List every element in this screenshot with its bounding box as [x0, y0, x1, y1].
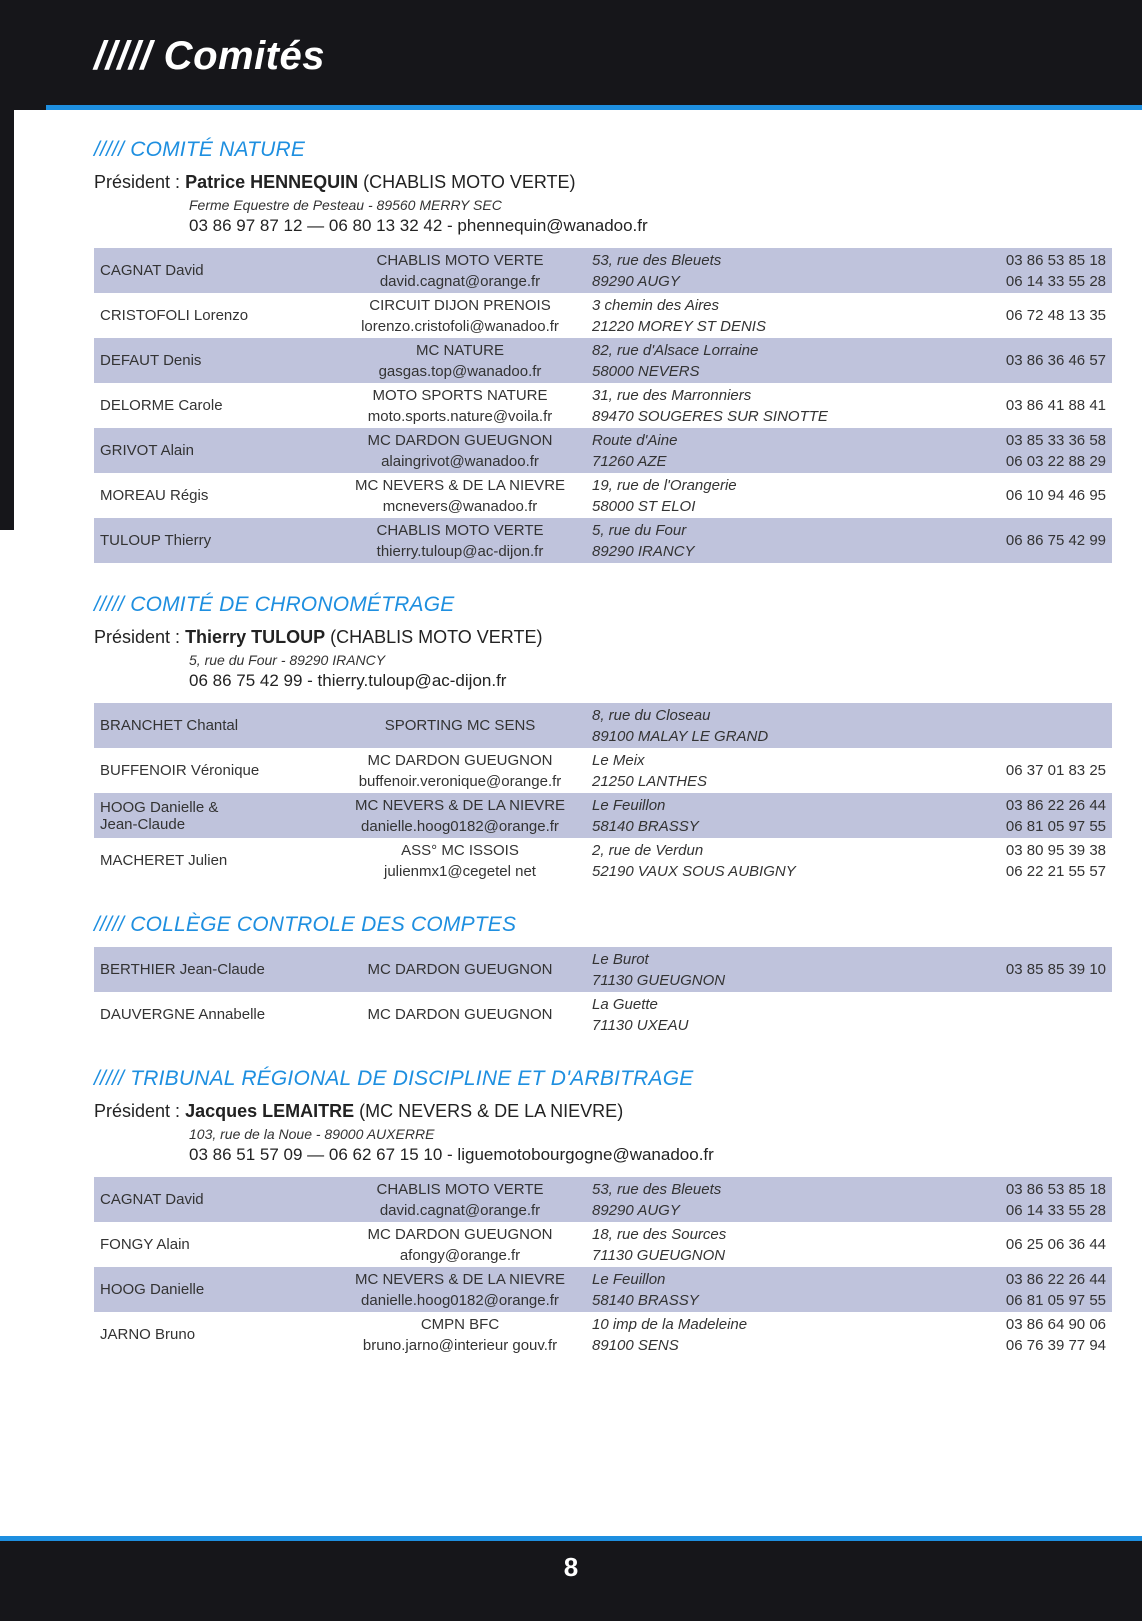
- left-accent-bar: [0, 100, 14, 530]
- member-address-line1: La Guette: [592, 995, 658, 1013]
- member-phone-cell: [898, 473, 1112, 518]
- member-phone1: 03 86 41 88 41: [1005, 397, 1106, 414]
- member-phone-cell: [898, 383, 1112, 428]
- president-block: [94, 627, 1112, 691]
- member-club: MC NEVERS & DE LA NIEVRE: [354, 796, 566, 814]
- table-row: [94, 1312, 1112, 1357]
- member-name: JARNO Bruno: [100, 1326, 196, 1343]
- member-address-line2: 89100 SENS: [592, 1336, 679, 1354]
- member-email: julienmx1@cegetel net: [384, 862, 536, 880]
- member-club-cell: [334, 1177, 586, 1222]
- member-phone-cell: [898, 1267, 1112, 1312]
- member-phone2: 06 81 05 97 55: [1005, 817, 1106, 835]
- table-row: [94, 338, 1112, 383]
- section-comite-nature: [94, 138, 1112, 563]
- member-address-line2: 89290 AUGY: [592, 272, 680, 290]
- member-phone1: 06 72 48 13 35: [1005, 307, 1106, 324]
- table-row: [94, 992, 1112, 1037]
- section-heading: ///// TRIBUNAL RÉGIONAL DE DISCIPLINE ET D'ARBITRAGE: [94, 1067, 694, 1090]
- member-name: MOREAU Régis: [100, 487, 209, 504]
- president-prefix: Président :: [94, 172, 181, 192]
- member-email: lorenzo.cristofoli@wanadoo.fr: [361, 317, 559, 335]
- member-club: MC DARDON GUEUGNON: [367, 1225, 553, 1243]
- member-club: MC NEVERS & DE LA NIEVRE: [354, 476, 566, 494]
- content: [94, 138, 1112, 1387]
- member-phone1: 03 86 53 85 18: [1005, 1180, 1106, 1198]
- table-row: [94, 428, 1112, 473]
- member-club-cell: [334, 293, 586, 338]
- president-club: (CHABLIS MOTO VERTE): [330, 627, 543, 647]
- president-club: (CHABLIS MOTO VERTE): [363, 172, 576, 192]
- section-tribunal-regional: [94, 1067, 1112, 1357]
- member-address-line2: 21220 MOREY ST DENIS: [592, 317, 766, 335]
- member-club-cell: [334, 748, 586, 793]
- table-row: [94, 293, 1112, 338]
- member-club-cell: [334, 473, 586, 518]
- member-address-cell: [586, 838, 898, 883]
- member-club: MC DARDON GUEUGNON: [367, 751, 553, 769]
- member-address-cell: [586, 748, 898, 793]
- section-comite-chronometrage: [94, 593, 1112, 883]
- page-number: 8: [563, 1552, 579, 1582]
- member-club: CHABLIS MOTO VERTE: [376, 521, 544, 539]
- member-phone1: 03 85 85 39 10: [1005, 961, 1106, 978]
- member-phone-cell: [898, 947, 1112, 992]
- member-address-cell: [586, 992, 898, 1037]
- member-address-line1: 18, rue des Sources: [592, 1225, 727, 1243]
- member-club-cell: [334, 947, 586, 992]
- member-club: CIRCUIT DIJON PRENOIS: [369, 296, 551, 314]
- member-phone1: 03 85 33 36 58: [1005, 431, 1106, 449]
- member-phone-cell: [898, 1222, 1112, 1267]
- member-address-line2: 58140 BRASSY: [592, 817, 699, 835]
- table-row: [94, 1177, 1112, 1222]
- section-college-controle-comptes: [94, 913, 1112, 1037]
- member-address-line2: 71130 GUEUGNON: [592, 971, 726, 989]
- member-address-line2: 71130 UXEAU: [592, 1016, 689, 1034]
- table-row: [94, 473, 1112, 518]
- member-name: CRISTOFOLI Lorenzo: [100, 307, 249, 324]
- member-phone-cell: [898, 793, 1112, 838]
- member-address-cell: [586, 1177, 898, 1222]
- member-email: gasgas.top@wanadoo.fr: [378, 362, 542, 380]
- member-address-cell: [586, 248, 898, 293]
- member-name: CAGNAT David: [100, 262, 204, 279]
- member-email: david.cagnat@orange.fr: [379, 272, 541, 290]
- member-email: danielle.hoog0182@orange.fr: [361, 817, 559, 835]
- president-contact: 03 86 51 57 09 — 06 62 67 15 10 - liguemotobourgogne@wanadoo.fr: [189, 1145, 714, 1164]
- member-club-cell: [334, 518, 586, 563]
- president-name: Thierry TULOUP: [185, 627, 326, 647]
- member-address-line1: 8, rue du Closeau: [592, 706, 711, 724]
- member-address-line2: 21250 LANTHES: [592, 772, 708, 790]
- member-phone-cell: [898, 838, 1112, 883]
- president-line: [94, 1101, 1112, 1122]
- member-club: MC NATURE: [415, 341, 505, 359]
- member-email: alaingrivot@wanadoo.fr: [381, 452, 539, 470]
- table-row: [94, 838, 1112, 883]
- president-line: [94, 627, 1112, 648]
- member-name: DELORME Carole: [100, 397, 223, 414]
- member-club-cell: [334, 1312, 586, 1357]
- president-block: [94, 172, 1112, 236]
- president-club: (MC NEVERS & DE LA NIEVRE): [359, 1101, 624, 1121]
- member-phone2: 06 76 39 77 94: [1005, 1336, 1106, 1354]
- member-name: BUFFENOIR Véronique: [100, 762, 260, 779]
- member-name: DEFAUT Denis: [100, 352, 202, 369]
- president-name: Patrice HENNEQUIN: [185, 172, 359, 192]
- member-phone-cell: [898, 248, 1112, 293]
- member-address-line1: Le Burot: [592, 950, 649, 968]
- president-prefix: Président :: [94, 1101, 181, 1121]
- member-email: david.cagnat@orange.fr: [379, 1201, 541, 1219]
- member-phone-cell: [898, 518, 1112, 563]
- member-email: buffenoir.veronique@orange.fr: [358, 772, 562, 790]
- table-row: [94, 748, 1112, 793]
- member-phone2: 06 14 33 55 28: [1005, 1201, 1106, 1219]
- member-address-cell: [586, 947, 898, 992]
- member-email: bruno.jarno@interieur gouv.fr: [362, 1336, 558, 1354]
- member-club: CHABLIS MOTO VERTE: [376, 251, 544, 269]
- member-club-cell: [334, 1267, 586, 1312]
- member-address-line1: 19, rue de l'Orangerie: [592, 476, 737, 494]
- member-club: MC DARDON GUEUGNON: [367, 961, 553, 978]
- member-email: danielle.hoog0182@orange.fr: [361, 1291, 559, 1309]
- member-name-line2: Jean-Claude: [100, 815, 186, 833]
- members-table: [94, 947, 1112, 1037]
- member-club: CMPN BFC: [420, 1315, 500, 1333]
- member-phone1: 03 86 53 85 18: [1005, 251, 1106, 269]
- member-phone-cell: [898, 428, 1112, 473]
- member-address-line2: 52190 VAUX SOUS AUBIGNY: [592, 862, 796, 880]
- member-phone1: 06 86 75 42 99: [1005, 532, 1106, 549]
- member-address-cell: [586, 338, 898, 383]
- member-email: afongy@orange.fr: [399, 1246, 521, 1264]
- member-club-cell: [334, 703, 586, 748]
- member-address-cell: [586, 518, 898, 563]
- member-club-cell: [334, 793, 586, 838]
- member-name-cell: [94, 793, 334, 838]
- president-address: 5, rue du Four - 89290 IRANCY: [189, 652, 386, 668]
- member-address-cell: [586, 703, 898, 748]
- member-phone2: 06 03 22 88 29: [1005, 452, 1106, 470]
- table-row: [94, 383, 1112, 428]
- member-phone1: 06 10 94 46 95: [1005, 487, 1106, 504]
- member-phone1: 03 86 36 46 57: [1005, 352, 1106, 369]
- member-club-cell: [334, 383, 586, 428]
- member-address-line1: Le Meix: [592, 751, 645, 769]
- member-phone1: 03 86 22 26 44: [1005, 796, 1106, 814]
- member-phone1: 03 80 95 39 38: [1005, 841, 1106, 859]
- member-address-line1: 5, rue du Four: [592, 521, 687, 539]
- member-address-line2: 89290 AUGY: [592, 1201, 680, 1219]
- member-phone-cell: [898, 293, 1112, 338]
- member-address-cell: [586, 428, 898, 473]
- member-name: HOOG Danielle &: [100, 798, 219, 816]
- member-email: thierry.tuloup@ac-dijon.fr: [376, 542, 544, 560]
- member-phone-cell: [898, 703, 1112, 748]
- table-row: [94, 947, 1112, 992]
- member-address-cell: [586, 1312, 898, 1357]
- member-address-line2: 71260 AZE: [592, 452, 667, 470]
- member-address-line1: 10 imp de la Madeleine: [592, 1315, 748, 1333]
- member-email: mcnevers@wanadoo.fr: [382, 497, 538, 515]
- member-phone1: 06 37 01 83 25: [1005, 762, 1106, 779]
- president-line: [94, 172, 1112, 193]
- page-title: ///// Comités: [94, 34, 325, 78]
- member-club-cell: [334, 1222, 586, 1267]
- member-name: FONGY Alain: [100, 1236, 190, 1253]
- member-phone2: 06 81 05 97 55: [1005, 1291, 1106, 1309]
- section-heading: ///// COMITÉ DE CHRONOMÉTRAGE: [94, 593, 455, 616]
- member-address-line1: 82, rue d'Alsace Lorraine: [592, 341, 759, 359]
- president-contact: 06 86 75 42 99 - thierry.tuloup@ac-dijon.fr: [189, 671, 507, 690]
- member-phone-cell: [898, 748, 1112, 793]
- member-address-cell: [586, 793, 898, 838]
- member-club: SPORTING MC SENS: [384, 717, 536, 734]
- member-address-cell: [586, 383, 898, 428]
- table-row: [94, 703, 1112, 748]
- section-heading: ///// COLLÈGE CONTROLE DES COMPTES: [94, 913, 517, 936]
- member-name: CAGNAT David: [100, 1191, 204, 1208]
- member-club-cell: [334, 428, 586, 473]
- table-row: [94, 248, 1112, 293]
- member-address-cell: [586, 1267, 898, 1312]
- member-name: BERTHIER Jean-Claude: [100, 961, 265, 978]
- member-club-cell: [334, 838, 586, 883]
- member-address-line1: 2, rue de Verdun: [592, 841, 704, 859]
- president-name: Jacques LEMAITRE: [185, 1101, 355, 1121]
- table-row: [94, 1222, 1112, 1267]
- section-heading: ///// COMITÉ NATURE: [94, 138, 306, 161]
- member-address-cell: [586, 473, 898, 518]
- member-phone-cell: [898, 338, 1112, 383]
- member-club-cell: [334, 248, 586, 293]
- members-table: [94, 703, 1112, 883]
- member-address-line2: 58000 ST ELOI: [592, 497, 696, 515]
- member-club-cell: [334, 338, 586, 383]
- members-table: [94, 1177, 1112, 1357]
- member-phone-cell: [898, 992, 1112, 1037]
- member-address-line2: 89100 MALAY LE GRAND: [592, 727, 769, 745]
- member-address-line1: 3 chemin des Aires: [592, 296, 720, 314]
- member-address-line1: 53, rue des Bleuets: [592, 251, 722, 269]
- member-address-line1: Route d'Aine: [592, 431, 678, 449]
- member-address-line2: 89290 IRANCY: [592, 542, 695, 560]
- members-table: [94, 248, 1112, 563]
- member-address-line2: 58140 BRASSY: [592, 1291, 699, 1309]
- member-club: MC DARDON GUEUGNON: [367, 431, 553, 449]
- member-club-cell: [334, 992, 586, 1037]
- member-club: MOTO SPORTS NATURE: [372, 386, 548, 404]
- member-address-line1: Le Feuillon: [592, 796, 666, 814]
- member-address-line1: Le Feuillon: [592, 1270, 666, 1288]
- member-name: DAUVERGNE Annabelle: [100, 1006, 266, 1023]
- member-address-line1: 31, rue des Marronniers: [592, 386, 752, 404]
- member-address-line2: 58000 NEVERS: [592, 362, 700, 380]
- member-address-line2: 71130 GUEUGNON: [592, 1246, 726, 1264]
- member-name: TULOUP Thierry: [100, 532, 212, 549]
- member-club: CHABLIS MOTO VERTE: [376, 1180, 544, 1198]
- member-club: MC NEVERS & DE LA NIEVRE: [354, 1270, 566, 1288]
- member-email: moto.sports.nature@voila.fr: [367, 407, 553, 425]
- member-phone1: 06 25 06 36 44: [1005, 1236, 1106, 1253]
- president-contact: 03 86 97 87 12 — 06 80 13 32 42 - phennequin@wanadoo.fr: [189, 216, 648, 235]
- member-name: MACHERET Julien: [100, 852, 228, 869]
- member-club: MC DARDON GUEUGNON: [367, 1006, 553, 1023]
- member-address-line1: 53, rue des Bleuets: [592, 1180, 722, 1198]
- member-phone-cell: [898, 1177, 1112, 1222]
- table-row: [94, 793, 1112, 838]
- table-row: [94, 1267, 1112, 1312]
- member-address-cell: [586, 293, 898, 338]
- member-phone2: 06 22 21 55 57: [1005, 862, 1106, 880]
- member-address-cell: [586, 1222, 898, 1267]
- table-row: [94, 518, 1112, 563]
- member-phone1: 03 86 22 26 44: [1005, 1270, 1106, 1288]
- member-phone-cell: [898, 1312, 1112, 1357]
- president-address: 103, rue de la Noue - 89000 AUXERRE: [189, 1126, 435, 1142]
- member-phone1: 03 86 64 90 06: [1005, 1315, 1106, 1333]
- president-prefix: Président :: [94, 627, 181, 647]
- member-name: HOOG Danielle: [100, 1281, 205, 1298]
- president-address: Ferme Equestre de Pesteau - 89560 MERRY SEC: [189, 197, 502, 213]
- member-phone2: 06 14 33 55 28: [1005, 272, 1106, 290]
- president-block: [94, 1101, 1112, 1165]
- member-address-line2: 89470 SOUGERES SUR SINOTTE: [592, 407, 828, 425]
- member-name: GRIVOT Alain: [100, 442, 194, 459]
- member-club: ASS° MC ISSOIS: [401, 841, 519, 859]
- member-name: BRANCHET Chantal: [100, 717, 239, 734]
